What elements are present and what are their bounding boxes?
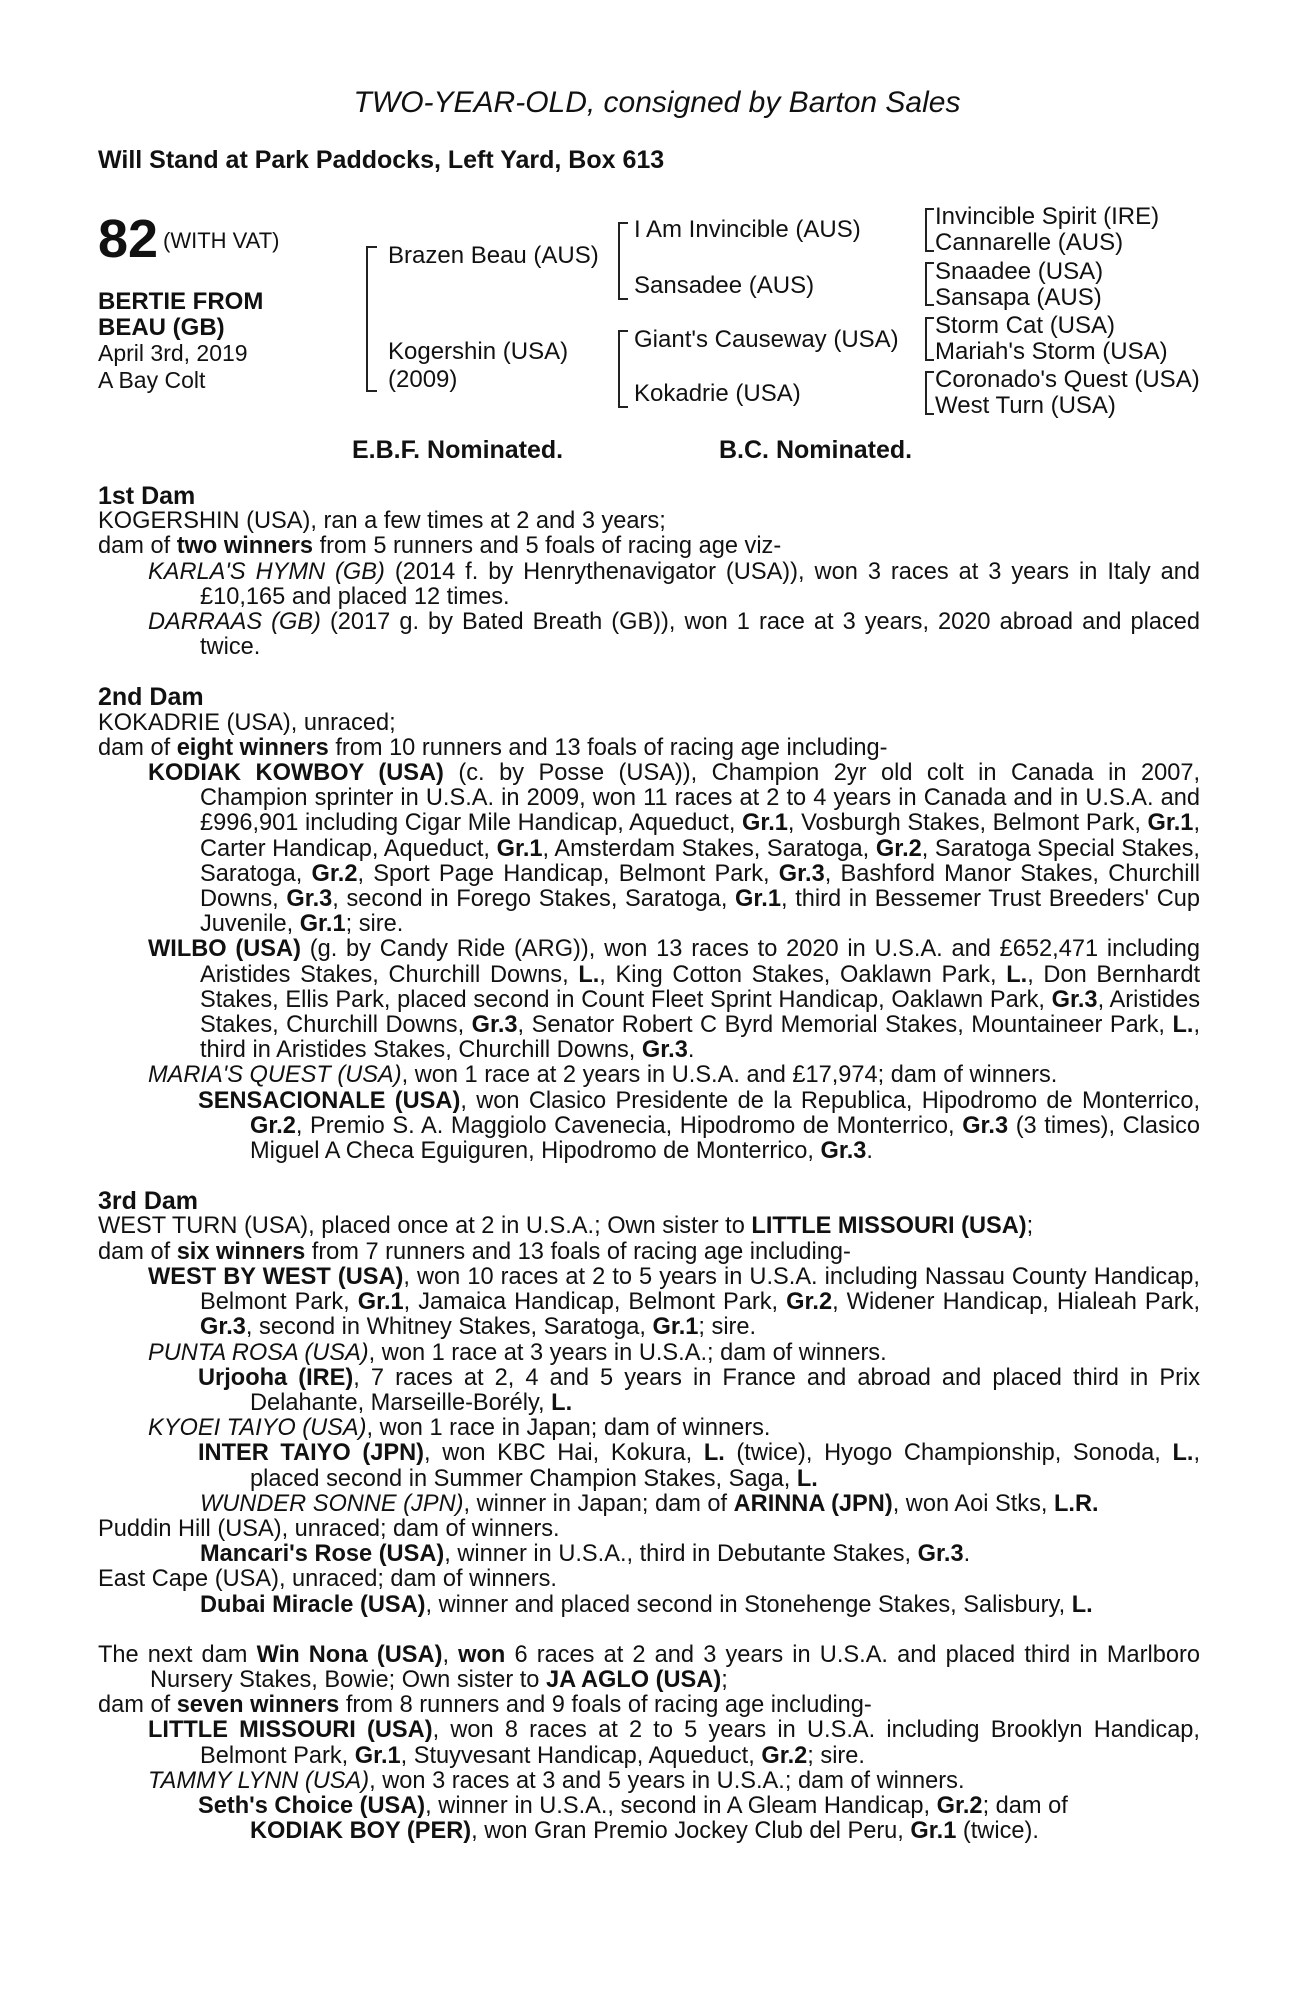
foal-little-missouri: LITTLE MISSOURI (USA), won 8 races at 2 to 5 years in U.S.A. including Brooklyn Handicap, Belmont Park, Gr.1, Stuyvesant Handicap, Aqueduct, Gr.2; sire.: [148, 1717, 1200, 1769]
pedigree-dam: Kogershin (USA): [388, 338, 569, 365]
grandfoal-inter-taiyo: INTER TAIYO (JPN), won KBC Hai, Kokura, L. (twice), Hyogo Championship, Sonoda, L., placed second in Summer Champion Stakes, Saga, L.: [198, 1440, 1200, 1492]
horse-description: A Bay Colt: [98, 367, 206, 393]
first-dam-produce: dam of two winners from 5 runners and 5 foals of racing age viz-: [98, 533, 782, 560]
pedigree-ddd: West Turn (USA): [935, 392, 1116, 419]
pedigree-dss: Storm Cat (USA): [935, 312, 1116, 339]
second-dam-produce: dam of eight winners from 10 runners and 13 foals of racing age including-: [98, 734, 888, 761]
vat-note: (WITH VAT): [163, 228, 280, 253]
grandfoal-seths-choice: Seth's Choice (USA), winner in U.S.A., second in A Gleam Handicap, Gr.2; dam of: [198, 1792, 1068, 1819]
pedigree-sdd: Sansapa (AUS): [935, 284, 1102, 311]
pedigree-dam-dam: Kokadrie (USA): [634, 380, 801, 407]
third-dam-line: WEST TURN (USA), placed once at 2 in U.S.A.; Own sister to LITTLE MISSOURI (USA);: [98, 1213, 1034, 1240]
pedigree-sire-sire: I Am Invincible (AUS): [634, 216, 861, 243]
horse-name-line2: BEAU (GB): [98, 314, 225, 341]
stand-location: Will Stand at Park Paddocks, Left Yard, Box 613: [98, 146, 665, 174]
pedigree-ssd: Cannarelle (AUS): [935, 229, 1124, 256]
second-dam-heading: 2nd Dam: [98, 683, 204, 712]
foal-east-cape: East Cape (USA), unraced; dam of winners.: [98, 1566, 557, 1593]
pedigree-brace-4c: [925, 317, 934, 361]
pedigree-brace-4a: [925, 208, 934, 252]
bc-nomination: B.C. Nominated.: [719, 436, 913, 464]
pedigree-brace-4d: [925, 371, 934, 415]
pedigree-sire: Brazen Beau (AUS): [388, 242, 599, 269]
pedigree-sire-dam: Sansadee (AUS): [634, 272, 815, 299]
grandfoal-wunder-sonne: WUNDER SONNE (JPN), winner in Japan; dam of ARINNA (JPN), won Aoi Stks, L.R.: [200, 1490, 1099, 1517]
next-dam-produce: dam of seven winners from 8 runners and 9 foals of racing age including-: [98, 1692, 872, 1719]
pedigree-sss: Invincible Spirit (IRE): [935, 203, 1160, 230]
pedigree-brace-dam: [618, 330, 628, 408]
pedigree-brace-4b: [925, 262, 934, 306]
third-dam-heading: 3rd Dam: [98, 1187, 199, 1216]
third-dam-produce: dam of six winners from 7 runners and 13 foals of racing age including-: [98, 1238, 851, 1265]
pedigree-brace-main: [366, 246, 377, 392]
foal-tammy-lynn: TAMMY LYNN (USA), won 3 races at 3 and 5 years in U.S.A.; dam of winners.: [148, 1767, 965, 1794]
foal-darraas: DARRAAS (GB) (2017 g. by Bated Breath (GB)), won 1 race at 3 years, 2020 abroad and placed twice.: [148, 609, 1200, 661]
pedigree-dam-year: (2009): [388, 366, 458, 393]
ebf-nomination: E.B.F. Nominated.: [352, 436, 564, 464]
foal-west-by-west: WEST BY WEST (USA), won 10 races at 2 to 5 years in U.S.A. including Nassau County Handicap, Belmont Park, Gr.1, Jamaica Handicap, Belmont Park, Gr.2, Widener Handicap, Hialeah Park, Gr.3, second in Whitney Stakes, Saratoga, Gr.1; sire.: [148, 1263, 1200, 1341]
grandfoal-urjooha: Urjooha (IRE), 7 races at 2, 4 and 5 years in France and abroad and placed third in Prix Delahante, Marseille-Borély, L.: [198, 1364, 1201, 1416]
foal-puddin-hill: Puddin Hill (USA), unraced; dam of winners.: [98, 1515, 560, 1542]
horse-name-line1: BERTIE FROM: [98, 288, 264, 315]
foal-karlas-hymn: KARLA'S HYMN (GB) (2014 f. by Henrythenavigator (USA)), won 3 races at 3 years in Italy and £10,165 and placed 12 times.: [148, 558, 1200, 610]
foal-punta-rosa: PUNTA ROSA (USA), won 1 race at 3 years in U.S.A.; dam of winners.: [148, 1339, 887, 1366]
lot-number: 82: [98, 209, 159, 269]
foal-kodiak-kowboy: KODIAK KOWBOY (USA) (c. by Posse (USA)), Champion 2yr old colt in Canada in 2007, Champion sprinter in U.S.A. in 2009, won 11 races at 2 to 4 years in Canada and in U.S.A. and £996,901 including Cigar Mile Handicap, Aqueduct, Gr.1, Vosburgh Stakes, Belmont Park, Gr.1, Carter Handicap, Aqueduct, Gr.1, Amsterdam Stakes, Saratoga, Gr.2, Saratoga Special Stakes, Saratoga, Gr.2, Sport Page Handicap, Belmont Park, Gr.3, Bashford Manor Stakes, Churchill Downs, Gr.3, second in Forego Stakes, Saratoga, Gr.1, third in Bessemer Trust Breeders' Cup Juvenile, Gr.1; sire.: [148, 760, 1201, 938]
foal-kyoei-taiyo: KYOEI TAIYO (USA), won 1 race in Japan; dam of winners.: [148, 1415, 771, 1442]
grandfoal-dubai-miracle: Dubai Miracle (USA), winner and placed second in Stonehenge Stakes, Salisbury, L.: [200, 1591, 1093, 1618]
pedigree-sds: Snaadee (USA): [935, 258, 1104, 285]
page-title: TWO-YEAR-OLD, consigned by Barton Sales: [353, 86, 961, 119]
grandfoal-mancaris-rose: Mancari's Rose (USA), winner in U.S.A., third in Debutante Stakes, Gr.3.: [200, 1541, 971, 1568]
pedigree-dam-sire: Giant's Causeway (USA): [634, 326, 899, 353]
greatgrandfoal-kodiak-boy: KODIAK BOY (PER), won Gran Premio Jockey Club del Peru, Gr.1 (twice).: [250, 1818, 1039, 1845]
second-dam-line: KOKADRIE (USA), unraced;: [98, 709, 396, 736]
foaling-date: April 3rd, 2019: [98, 340, 248, 366]
foal-wilbo: WILBO (USA) (g. by Candy Ride (ARG)), won 13 races to 2020 in U.S.A. and £652,471 including Aristides Stakes, Churchill Downs, L., King Cotton Stakes, Oaklawn Park, L., Don Bernhardt Stakes, Ellis Park, placed second in Count Fleet Sprint Handicap, Oaklawn Park, Gr.3, Aristides Stakes, Churchill Downs, Gr.3, Senator Robert C Byrd Memorial Stakes, Mountaineer Park, L., third in Aristides Stakes, Churchill Downs, Gr.3.: [148, 936, 1200, 1064]
pedigree-dds: Coronado's Quest (USA): [935, 366, 1200, 393]
first-dam-heading: 1st Dam: [98, 482, 196, 510]
pedigree-brace-sire: [618, 222, 628, 300]
pedigree-dsd: Mariah's Storm (USA): [935, 338, 1168, 365]
next-dam-line: The next dam Win Nona (USA), won 6 races at 2 and 3 years in U.S.A. and placed third in Marlboro Nursery Stakes, Bowie; Own sister to JA AGLO (USA);: [98, 1641, 1200, 1693]
grandfoal-sensacionale: SENSACIONALE (USA), won Clasico Presidente de la Republica, Hipodromo de Monterrico, Gr.2, Premio S. A. Maggiolo Cavenecia, Hipodromo de Monterrico, Gr.3 (3 times), Clasico Miguel A Checa Eguiguren, Hipodromo de Monterrico, Gr.3.: [198, 1087, 1200, 1165]
first-dam-line: KOGERSHIN (USA), ran a few times at 2 and 3 years;: [98, 508, 666, 535]
foal-marias-quest: MARIA'S QUEST (USA), won 1 race at 2 years in U.S.A. and £17,974; dam of winners.: [148, 1062, 1058, 1089]
catalogue-body: [98, 484, 1200, 1844]
